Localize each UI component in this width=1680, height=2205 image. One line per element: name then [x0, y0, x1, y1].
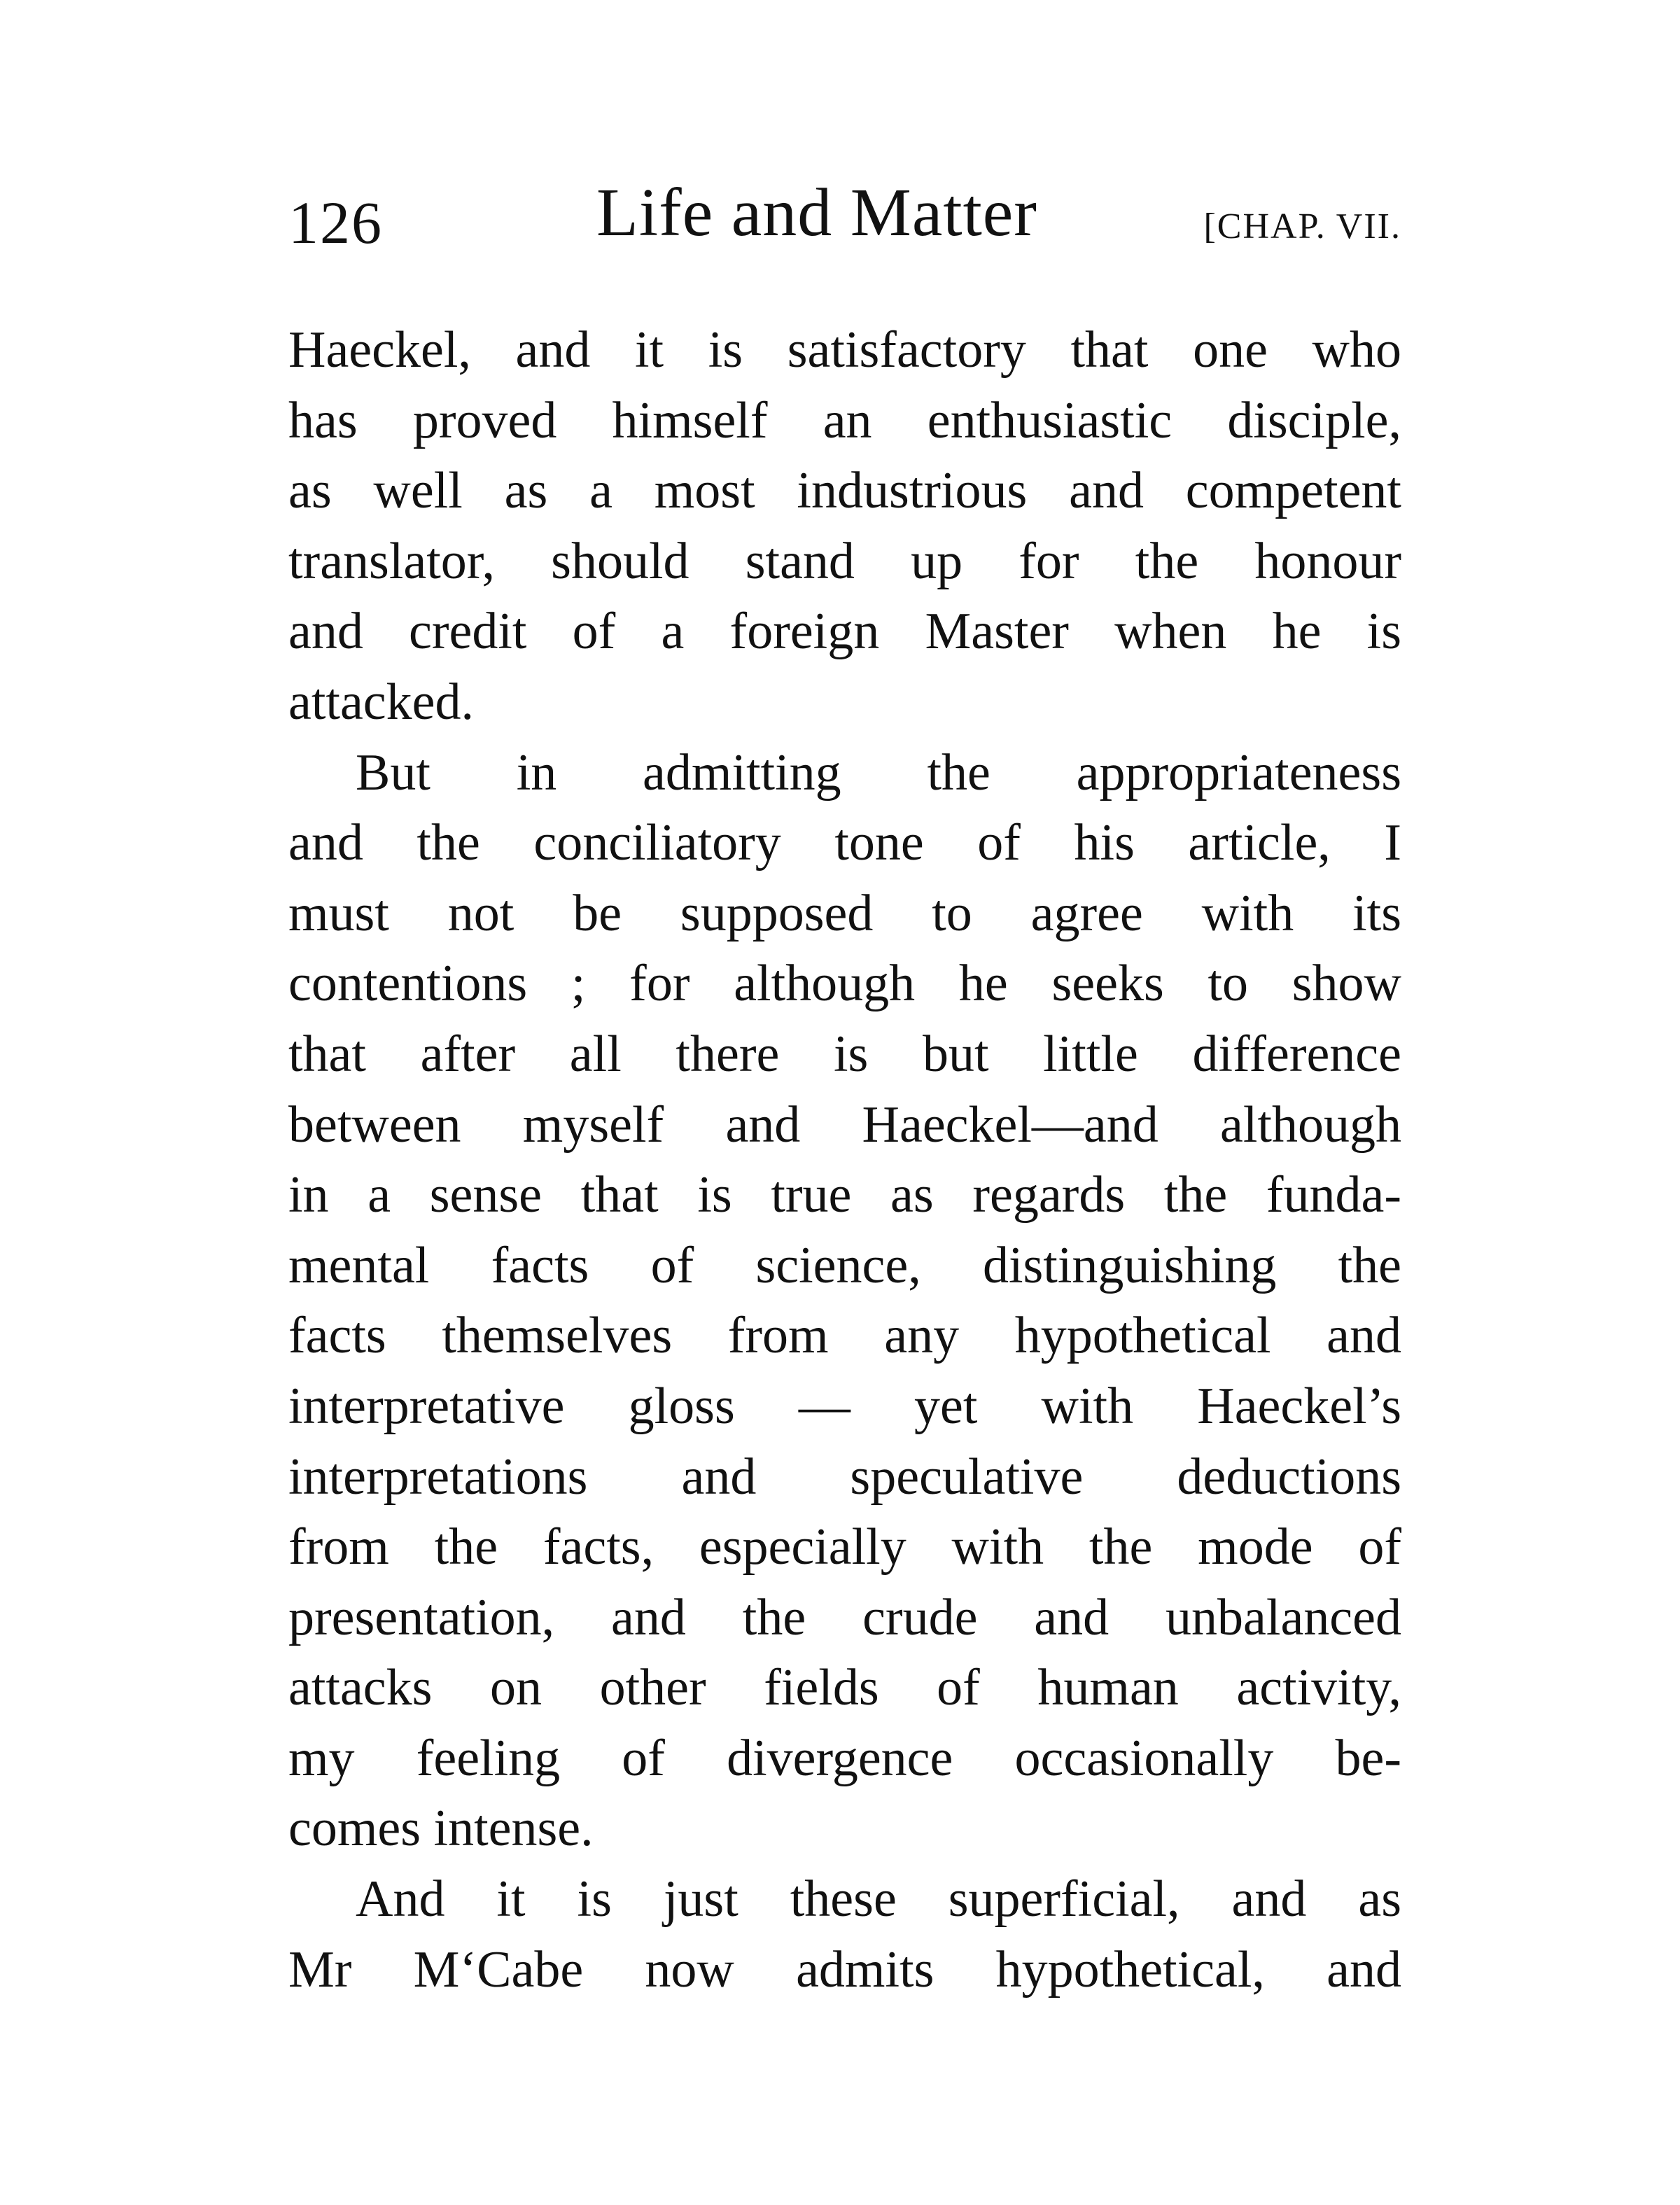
text-line: translator, should stand up for the honour — [288, 532, 1401, 590]
text-line: that after all there is but little difference — [288, 1025, 1401, 1083]
text-line: and credit of a foreign Master when he is — [288, 603, 1401, 661]
text-line: And it is just these superficial, and as — [356, 1870, 1401, 1928]
text-line: mental facts of science, distinguishing the — [288, 1236, 1401, 1294]
running-title: Life and Matter — [596, 175, 1037, 251]
chapter-reference: [CHAP. VII. — [1203, 206, 1401, 246]
text-line: But in admitting the appropriateness — [356, 743, 1401, 802]
text-line: Haeckel, and it is satisfactory that one who — [288, 321, 1401, 379]
paragraph — [288, 1864, 1401, 2005]
page-number: 126 — [288, 189, 383, 256]
text-line: from the facts, especially with the mode of — [288, 1518, 1401, 1576]
paragraph — [288, 738, 1401, 1865]
text-line: must not be supposed to agree with its — [288, 884, 1401, 942]
text-line: comes intense. — [288, 1800, 594, 1858]
text-line: attacked. — [288, 673, 474, 731]
body-text — [288, 315, 1401, 2005]
paragraph — [288, 315, 1401, 738]
text-line: Mr M‘Cabe now admits hypothetical, and — [288, 1940, 1401, 1998]
text-line: my feeling of divergence occasionally be- — [288, 1729, 1401, 1787]
text-line: attacks on other fields of human activity, — [288, 1659, 1401, 1717]
text-line: presentation, and the crude and unbalanced — [288, 1588, 1401, 1646]
text-line: and the conciliatory tone of his article, I — [288, 814, 1401, 872]
page-header — [288, 174, 1401, 272]
text-line: in a sense that is true as regards the funda- — [288, 1166, 1401, 1224]
text-line: interpretative gloss — yet with Haeckel’s — [288, 1377, 1401, 1435]
text-line: interpretations and speculative deductions — [288, 1448, 1401, 1506]
text-line: facts themselves from any hypothetical and — [288, 1307, 1401, 1365]
text-line: as well as a most industrious and competent — [288, 462, 1401, 520]
text-line: contentions ; for although he seeks to show — [288, 955, 1401, 1013]
text-line: between myself and Haeckel—and although — [288, 1096, 1401, 1154]
text-line: has proved himself an enthusiastic disciple, — [288, 391, 1401, 449]
